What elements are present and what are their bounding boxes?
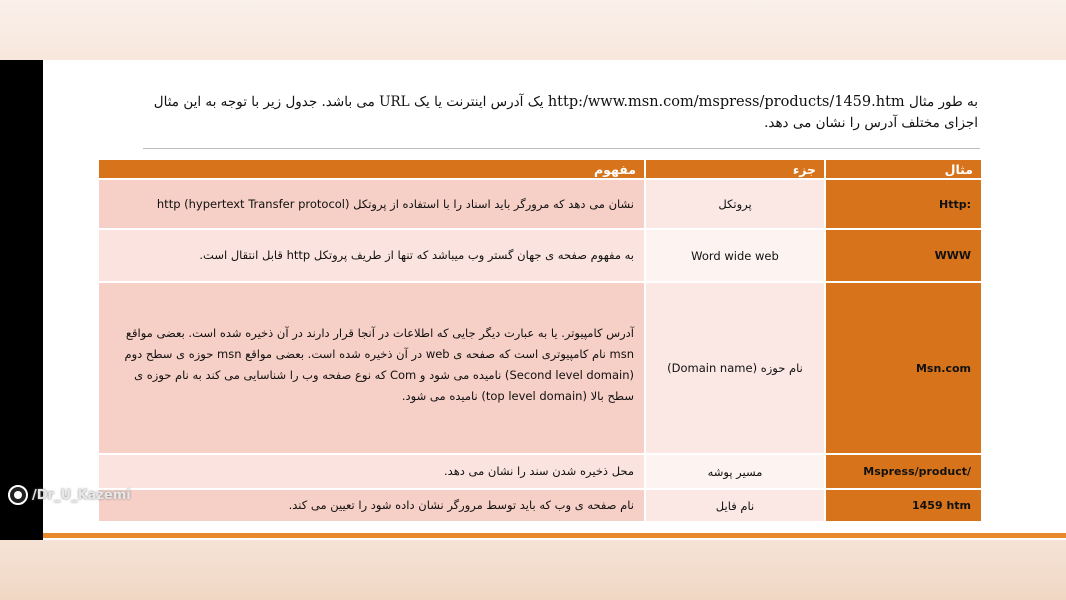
- cell-part: پروتکل: [645, 179, 825, 229]
- cell-concept: محل ذخیره شدن سند را نشان می دهد.: [98, 454, 645, 489]
- watermark-text: /Dr_U_Kazemi: [32, 487, 131, 503]
- left-black-bar: [0, 60, 43, 540]
- cell-part: نام حوزه (Domain name): [645, 282, 825, 454]
- table-row: [98, 454, 982, 489]
- cell-concept: نام صفحه ی وب که باید توسط مرورگر نشان داده شود را تعیین می کند.: [98, 489, 645, 522]
- bottom-orange-line: [43, 533, 1066, 538]
- intro-after: یک آدرس اینترنت یا یک URL می باشد. جدول زیر با توجه به این مثال اجزای مختلف آدرس را نشان می دهد.: [153, 94, 978, 131]
- intro-paragraph: [148, 92, 978, 134]
- table-row: [98, 489, 982, 522]
- top-band: [0, 0, 1066, 60]
- header-part: جزء: [645, 159, 825, 179]
- separator-line: [143, 148, 980, 149]
- table-row: [98, 179, 982, 229]
- intro-before: به طور مثال: [908, 94, 978, 110]
- table-header-row: [98, 159, 982, 179]
- slide: [0, 60, 1066, 540]
- cell-concept: آدرس کامپیوتر. یا به عبارت دیگر جایی که اطلاعات در آنجا قرار دارند در آن ذخیره شده است. بعضی مواقع msn نام کامپیوتری است که صفحه ی web در آن ذخیره شده است. بعضی مواقع msn حوزه ی سطح دوم (Second level domain) نامیده می شود و Com که نوع صفحه وب را شناسایی می کند به نام حوزه ی سطح بالا (top level domain) نامیده می شود.: [98, 282, 645, 454]
- cell-example: WWW: [825, 229, 982, 282]
- cell-part: نام فایل: [645, 489, 825, 522]
- cell-part: Word wide web: [645, 229, 825, 282]
- header-concept: مفهوم: [98, 159, 645, 179]
- cell-example: Http:: [825, 179, 982, 229]
- cell-example: 1459 htm: [825, 489, 982, 522]
- bottom-band: [0, 540, 1066, 600]
- table-row: [98, 229, 982, 282]
- cell-example: Msn.com: [825, 282, 982, 454]
- watermark: [8, 485, 131, 505]
- cell-concept: نشان می دهد که مرورگر باید اسناد را با استفاده از پروتکل http (hypertext Transfer protocol): [98, 179, 645, 229]
- cell-example: Mspress/product/: [825, 454, 982, 489]
- url-parts-table: [97, 158, 983, 523]
- film-reel-icon: [8, 485, 28, 505]
- cell-concept: به مفهوم صفحه ی جهان گستر وب میباشد که تنها از طریف پروتکل http قابل انتقال است.: [98, 229, 645, 282]
- table-row: [98, 282, 982, 454]
- intro-url: http:/www.msn.com/mspress/products/1459.htm: [547, 94, 905, 110]
- cell-part: مسیر پوشه: [645, 454, 825, 489]
- header-example: مثال: [825, 159, 982, 179]
